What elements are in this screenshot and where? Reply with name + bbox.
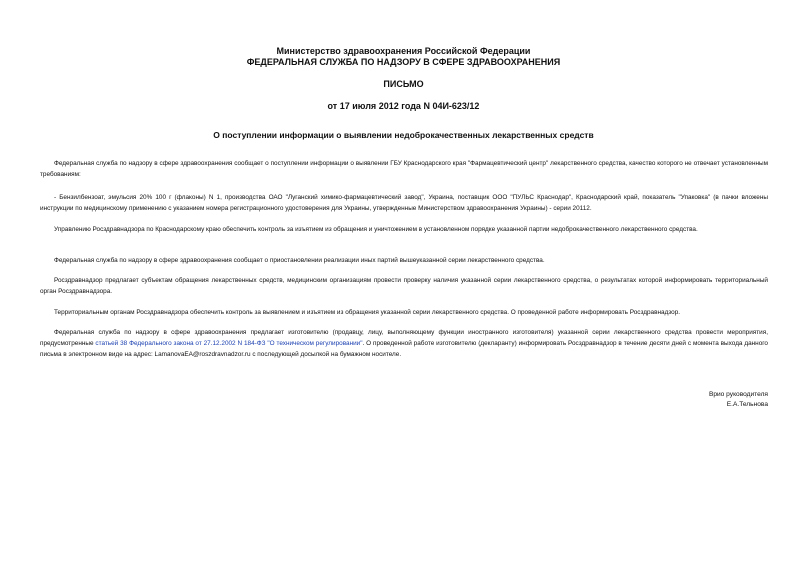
federal-law-link[interactable]: статьей 38 Федерального закона от 27.12.2002 N 184-ФЗ "О техническом регулировании" [95,340,363,347]
service-title: ФЕДЕРАЛЬНАЯ СЛУЖБА ПО НАДЗОРУ В СФЕРЕ ЗДРАВООХРАНЕНИЯ [246,57,561,67]
paragraph-verification: Росздравнадзор предлагает субъектам обращения лекарственных средств, медицинским организациям провести проверку наличия указанной серии лекарственного средства, о результатах которой информировать территориальный орган Росздравнадзора. [40,277,768,295]
paragraph-territorial-control: Территориальным органам Росздравнадзора обеспечить контроль за выявлением и изъятием из обращения указанной серии лекарственного средства. О проведенной работе информировать Росздравнадзор. [54,309,681,316]
letter-subject: О поступлении информации о выявлении недоброкачественных лекарственных средств [213,130,594,140]
signatory-position: Врио руководителя [708,391,768,398]
signatory-name: Е.А.Тельнова [726,401,768,408]
paragraph-manufacturer [40,327,768,360]
paragraph-suspension: Федеральная служба по надзору в сфере здравоохранения сообщает о приостановлении реализации иных партий вышеуказанной серии лекарственного средства. [54,257,545,264]
document-date-number: от 17 июля 2012 года N 04И-623/12 [327,101,480,111]
ministry-title: Министерство здравоохранения Российской Федерации [276,46,531,56]
paragraph-intro: Федеральная служба по надзору в сфере здравоохранения сообщает о поступлении информации о выявлении ГБУ Краснодарского края "Фармацевтический центр" лекарственного средства, качество которого не отвечает установленным требованиям: [40,160,768,178]
paragraph-regional-control: Управлению Росздравнадзора по Краснодарскому краю обеспечить контроль за изъятием из обращения и уничтожением в установленном порядке указанной партии недоброкачественного лекарственного средства. [54,226,698,233]
manufacturer-text-end: . О проведенной работе изготовителю (декларанту) информировать Росздравнадзор в течение десяти дней с момента выхода данного письма в электронном виде на адрес: LamanovaEA@roszdravnadzor.ru с последующей досылкой на бумажном носителе. [40,340,768,358]
manufacturer-text-start: Федеральная служба по надзору в сфере здравоохранения предлагает изготовителю (продавцу, лицу, выполняющему функции иностранного изготовителя) указанной серии лекарственного средства провести мероприятия, предусмотренные [40,329,768,347]
paragraph-drug-details: - Бензилбензоат, эмульсия 20% 100 г (флаконы) N 1, производства ОАО "Луганский химико-фармацевтический завод", Украина, поставщик ООО "ПУЛЬС Краснодар", Краснодарский край, показатель "Упаковка" (в пачки вложены инструкции по медицинскому применению с указанием номера регистрационного удостоверения для Украины, утвержденные Министерством здравоохранения Украины) - серии 20112. [40,194,768,212]
document-type: ПИСЬМО [383,79,424,89]
